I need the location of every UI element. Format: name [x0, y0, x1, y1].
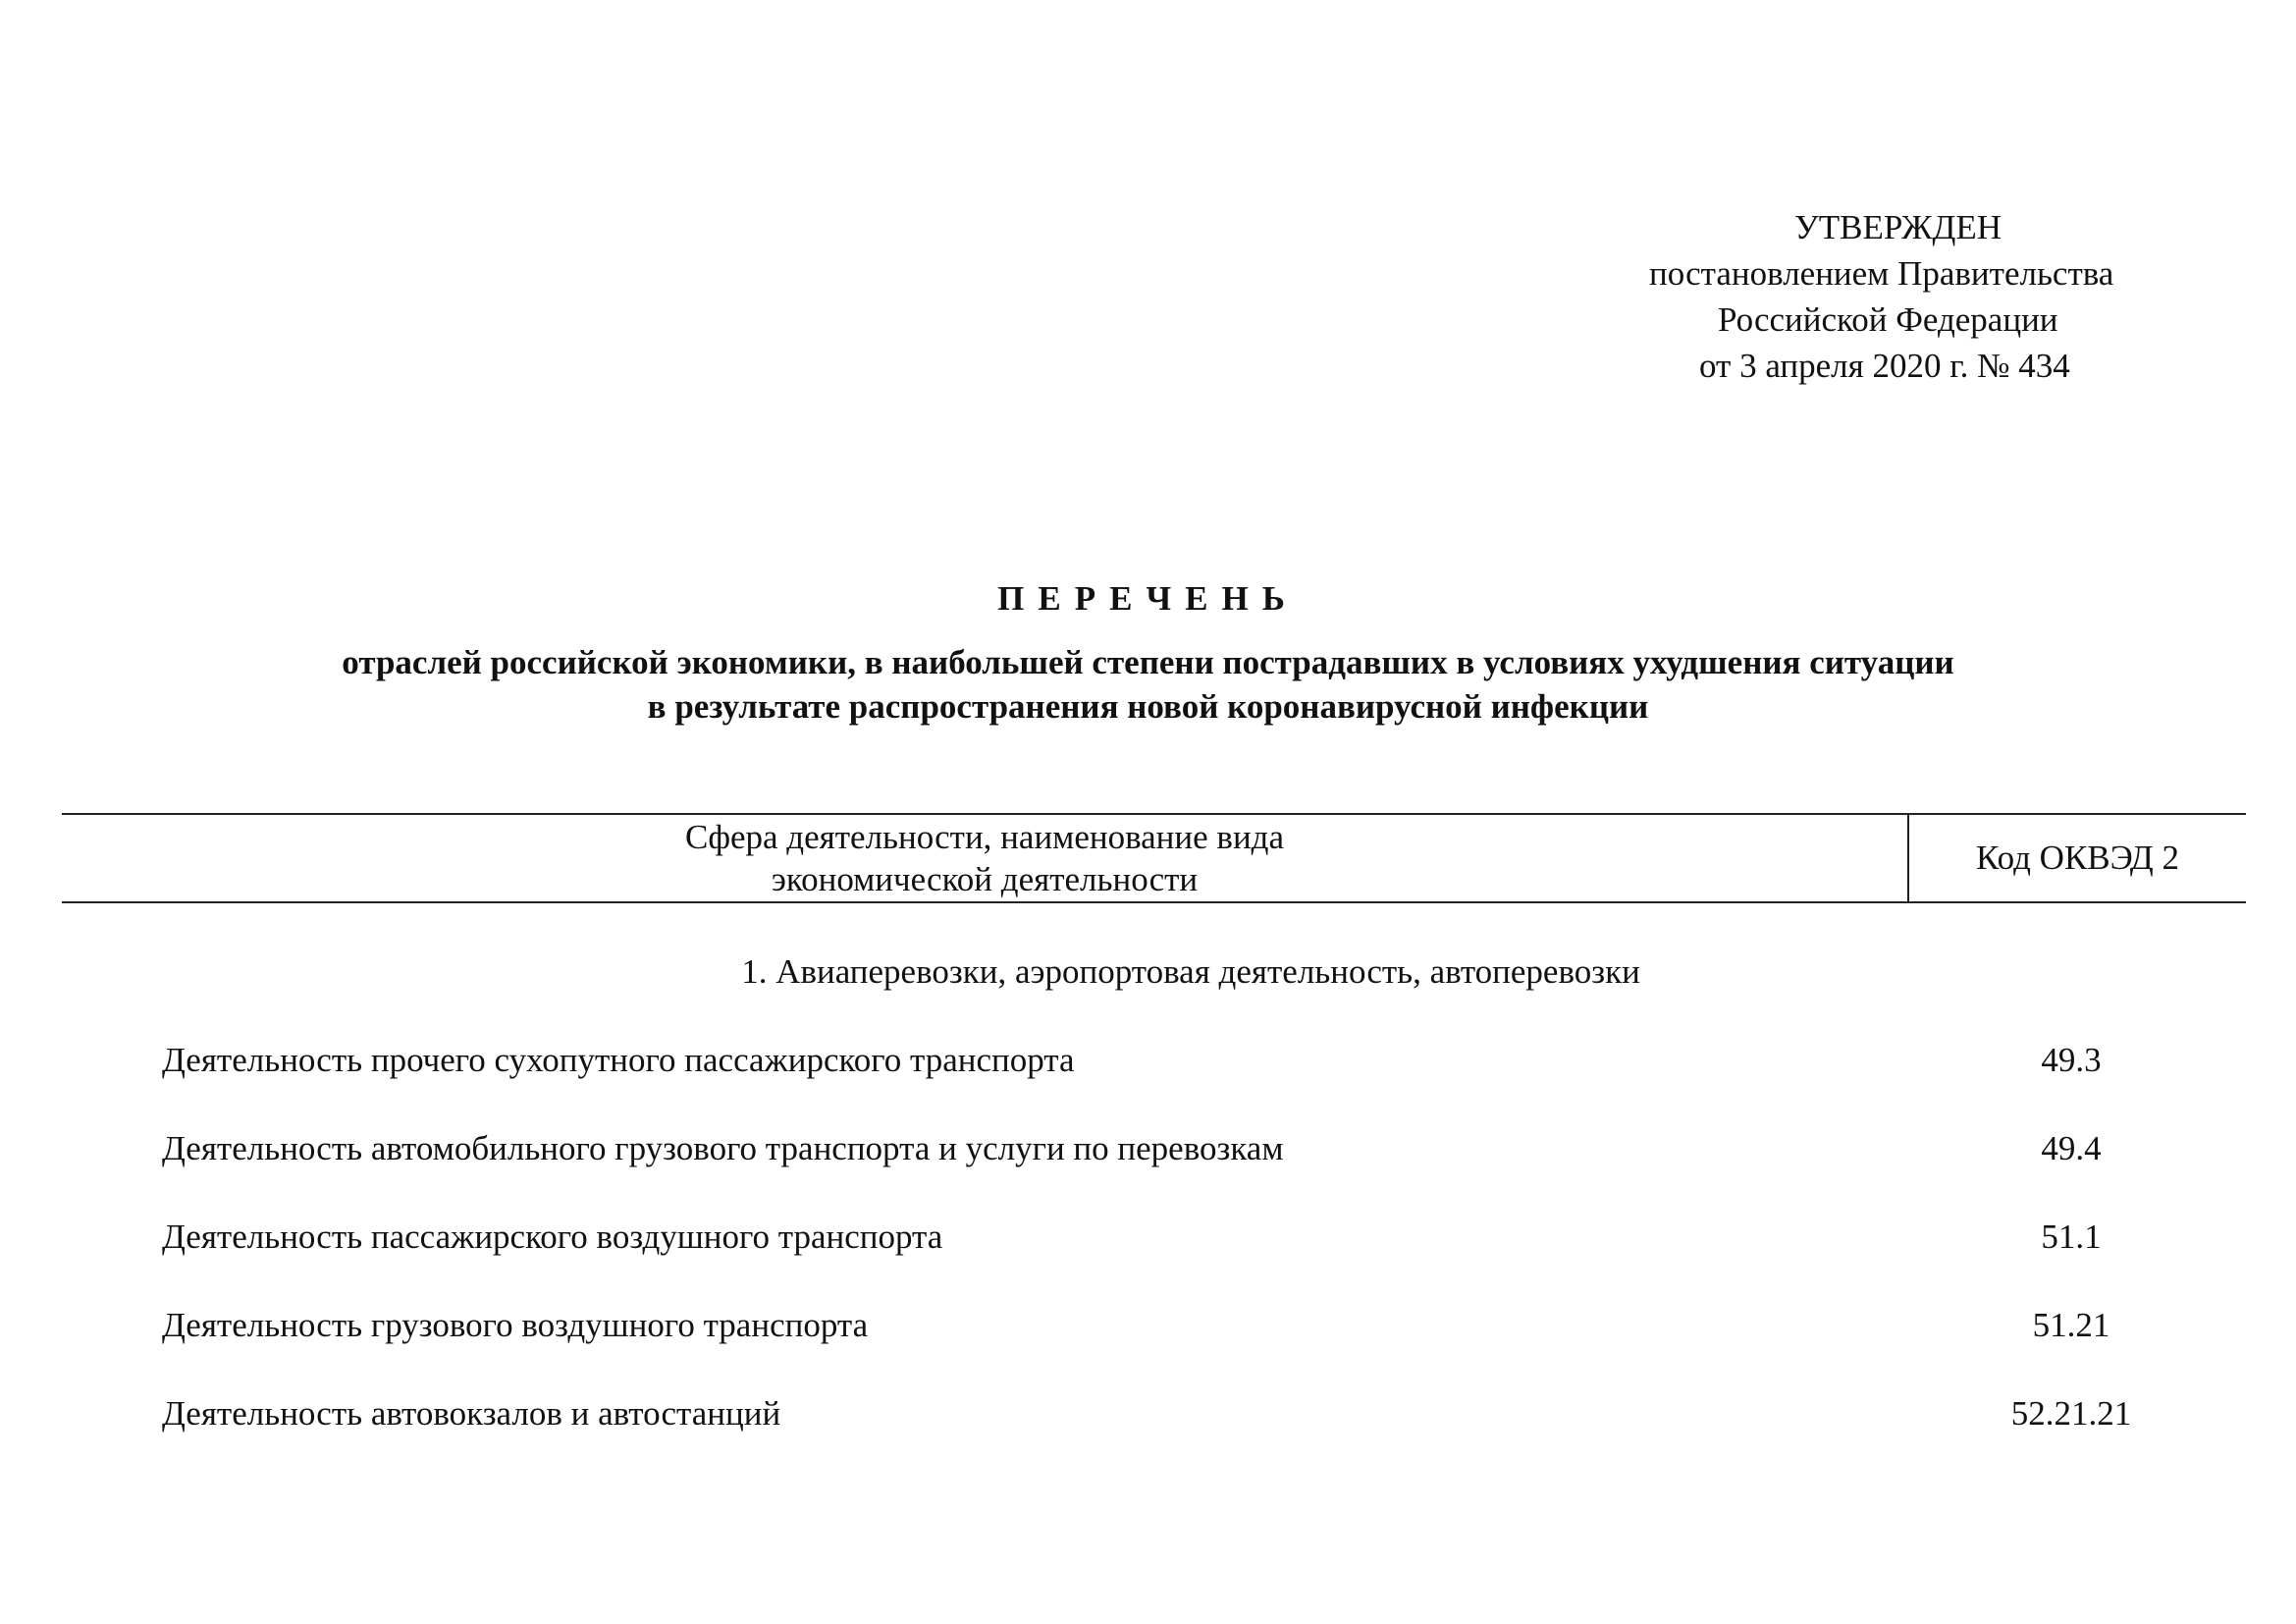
approval-title: УТВЕРЖДЕН	[1794, 208, 2002, 246]
section-heading: 1. Авиаперевозки, аэропортовая деятельность, автоперевозки	[741, 952, 1640, 991]
row-code: 51.21	[2032, 1306, 2110, 1344]
table-row	[0, 1216, 2296, 1304]
row-activity: Деятельность пассажирского воздушного транспорта	[162, 1218, 943, 1256]
subtitle-line-1: отраслей российской экономики, в наибольшей степени пострадавших в условиях ухудшения ситуации	[342, 643, 1954, 681]
row-activity: Деятельность грузового воздушного транспорта	[162, 1306, 869, 1344]
subtitle-line-2: в результате распространения новой коронавирусной инфекции	[647, 687, 1649, 726]
table-row	[0, 1127, 2296, 1216]
approval-issuer: постановлением Правительства	[1649, 254, 2114, 293]
table-header	[62, 813, 2246, 903]
table-row	[0, 1392, 2296, 1481]
row-activity: Деятельность автомобильного грузового транспорта и услуги по перевозкам	[162, 1129, 1284, 1167]
table-row	[0, 1304, 2296, 1392]
row-activity: Деятельность автовокзалов и автостанций	[162, 1394, 781, 1433]
document-title: ПЕРЕЧЕНЬ	[997, 579, 1299, 618]
row-code: 49.3	[2041, 1041, 2102, 1079]
approval-stamp	[1608, 204, 2296, 389]
approval-country: Российской Федерации	[1718, 300, 2058, 339]
row-code: 49.4	[2041, 1129, 2102, 1167]
header-activity-column	[62, 815, 1909, 901]
document-subtitle	[0, 640, 2296, 729]
table-row	[0, 1039, 2296, 1127]
approval-date-number: от 3 апреля 2020 г. № 434	[1699, 347, 2070, 385]
header-activity-line-1: Сфера деятельности, наименование вида	[684, 818, 1285, 856]
row-code: 51.1	[2041, 1218, 2102, 1256]
row-code: 52.21.21	[2010, 1394, 2132, 1433]
table-body	[0, 1039, 2296, 1481]
row-activity: Деятельность прочего сухопутного пассажирского транспорта	[162, 1041, 1075, 1079]
header-activity-line-2: экономической деятельности	[771, 860, 1199, 898]
header-code-column: Код ОКВЭД 2	[1976, 839, 2179, 877]
